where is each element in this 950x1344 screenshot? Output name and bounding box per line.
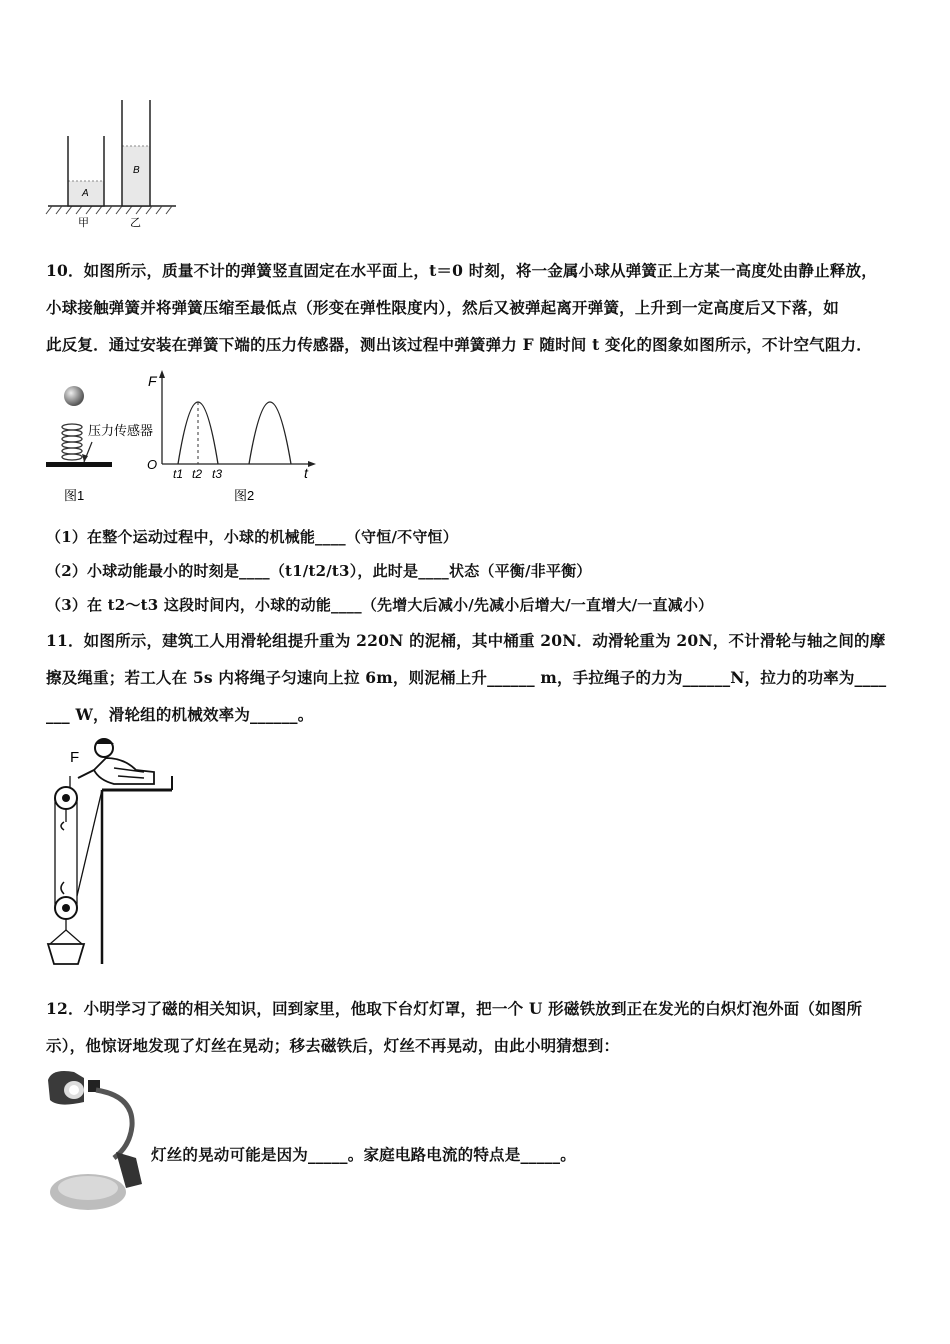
- figure1-caption: 图1: [64, 488, 85, 503]
- liquid-b-label: B: [133, 165, 140, 176]
- container-a-label: 甲: [78, 217, 89, 229]
- ball: [64, 386, 84, 406]
- graph-origin: O: [147, 457, 158, 472]
- question-11: [46, 622, 906, 733]
- graph-t3: t3: [212, 467, 223, 481]
- containers-figure: [44, 96, 184, 231]
- q11-line3: ___ W，滑轮组的机械效率为______。: [46, 705, 314, 724]
- graph-y-label: F: [148, 373, 157, 389]
- q10-sub3: （3）在 t2～t3 这段时间内，小球的动能____（先增大后减小/先减小后增大/一直增大/一直减小）: [46, 596, 714, 614]
- q12-answer-line: [151, 1136, 871, 1173]
- question-10: [46, 252, 906, 363]
- graph-t1: t1: [173, 467, 184, 481]
- force-label: F: [70, 749, 80, 766]
- q12-answer: 灯丝的晃动可能是因为_____。家庭电路电流的特点是_____。: [151, 1145, 576, 1164]
- liquid-a-label: A: [82, 188, 89, 199]
- q11-line1: 11．如图所示，建筑工人用滑轮组提升重为 220N 的泥桶，其中桶重 20N．动滑轮重为 20N，不计滑轮与轴之间的摩: [46, 631, 886, 650]
- graph-t2: t2: [192, 467, 203, 481]
- q10-line3: 此反复．通过安装在弹簧下端的压力传感器，测出该过程中弹簧弹力 F 随时间 t 变化的图象如图所示，不计空气阻力．: [46, 335, 872, 354]
- q10-line1: 10．如图所示，质量不计的弹簧竖直固定在水平面上，t＝0 时刻，将一金属小球从弹簧正上方某一高度处由静止释放，: [46, 261, 877, 280]
- graph-x-label: t: [304, 465, 308, 481]
- figure2-caption: 图2: [234, 488, 255, 503]
- question-12: [46, 990, 906, 1064]
- q10-sub2: （2）小球动能最小的时刻是____（t1/t2/t3），此时是____状态（平衡/非平衡）: [46, 562, 592, 580]
- sensor-label: 压力传感器: [88, 423, 154, 438]
- q12-line2: 示），他惊讶地发现了灯丝在晃动；移去磁铁后，灯丝不再晃动，由此小明猜想到：: [46, 1036, 620, 1055]
- container-b-label: 乙: [130, 217, 141, 229]
- q11-line2: 擦及绳重；若工人在 5s 内将绳子匀速向上拉 6m，则泥桶上升______ m，手拉绳子的力为______N，拉力的功率为____: [46, 668, 887, 687]
- pulley-figure: [44, 736, 179, 968]
- desk-lamp-photo: [44, 1066, 152, 1214]
- q10-sub1: （1）在整个运动过程中，小球的机械能____（守恒/不守恒）: [46, 528, 458, 546]
- q10-line2: 小球接触弹簧并将弹簧压缩至最低点（形变在弹性限度内），然后又被弹起离开弹簧，上升到一定高度后又下落，如: [46, 298, 839, 317]
- q12-line1: 12．小明学习了磁的相关知识，回到家里，他取下台灯灯罩，把一个 U 形磁铁放到正在发光的白炽灯泡外面（如图所: [46, 999, 863, 1018]
- q10-subquestions: [46, 520, 906, 622]
- force-time-graph: [142, 368, 327, 508]
